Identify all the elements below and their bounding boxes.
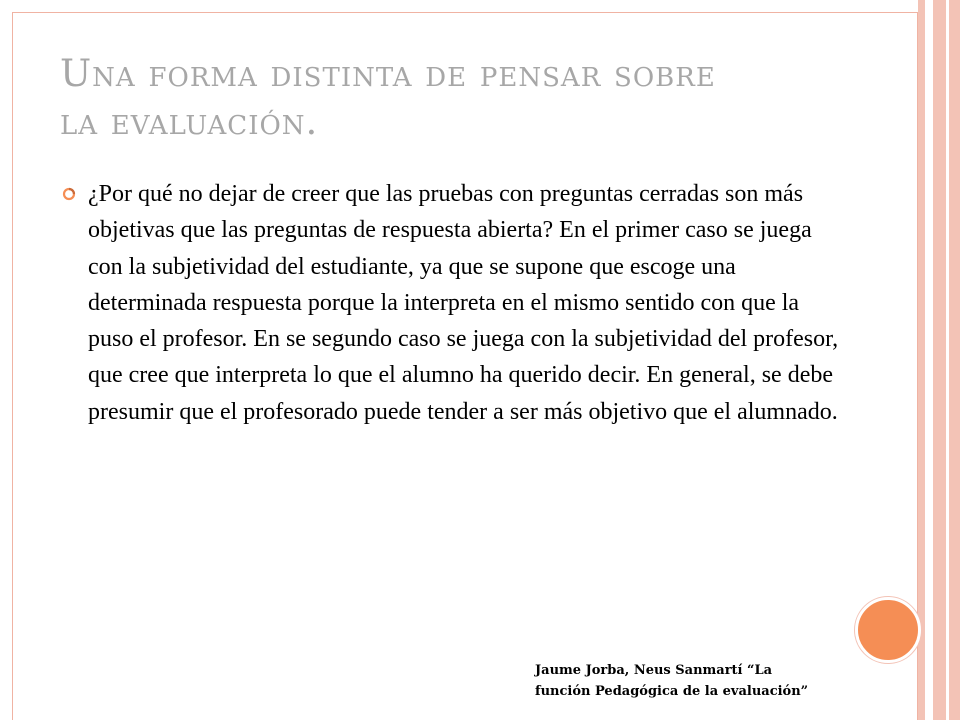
citation-line-1: Jaume Jorba, Neus Sanmartí “La [535, 663, 773, 678]
bullet-item [62, 176, 842, 430]
bullet-text: ¿Por qué no dejar de creer que las pruebas con preguntas cerradas son más objetivas que las preguntas de respuesta abierta? En el primer caso se juega con la subjetividad del estudiante, ya que se supone que escoge una determinada respuesta porque la interpreta en el mismo sentido con que la puso el profesor. En se segundo caso se juega con la subjetividad del profesor, que cree que interpreta lo que el alumno ha querido decir. En general, se debe presumir que el profesorado puede tender a ser más objetivo que el alumnado. [88, 181, 839, 425]
orange-ring-bullet-icon [62, 186, 76, 205]
decorative-stripe [918, 0, 925, 720]
decorative-stripe [933, 0, 946, 720]
citation [535, 660, 865, 702]
decorative-orange-circle [855, 597, 921, 663]
decorative-stripe [925, 0, 933, 720]
slide-title-line-1: Una forma distinta de pensar sobre [60, 52, 716, 95]
slide-title-line-2: la evaluación. [60, 100, 319, 143]
decorative-stripe [949, 0, 960, 720]
citation-line-2: función Pedagógica de la evaluación” [535, 684, 809, 699]
slide-title [60, 50, 880, 146]
